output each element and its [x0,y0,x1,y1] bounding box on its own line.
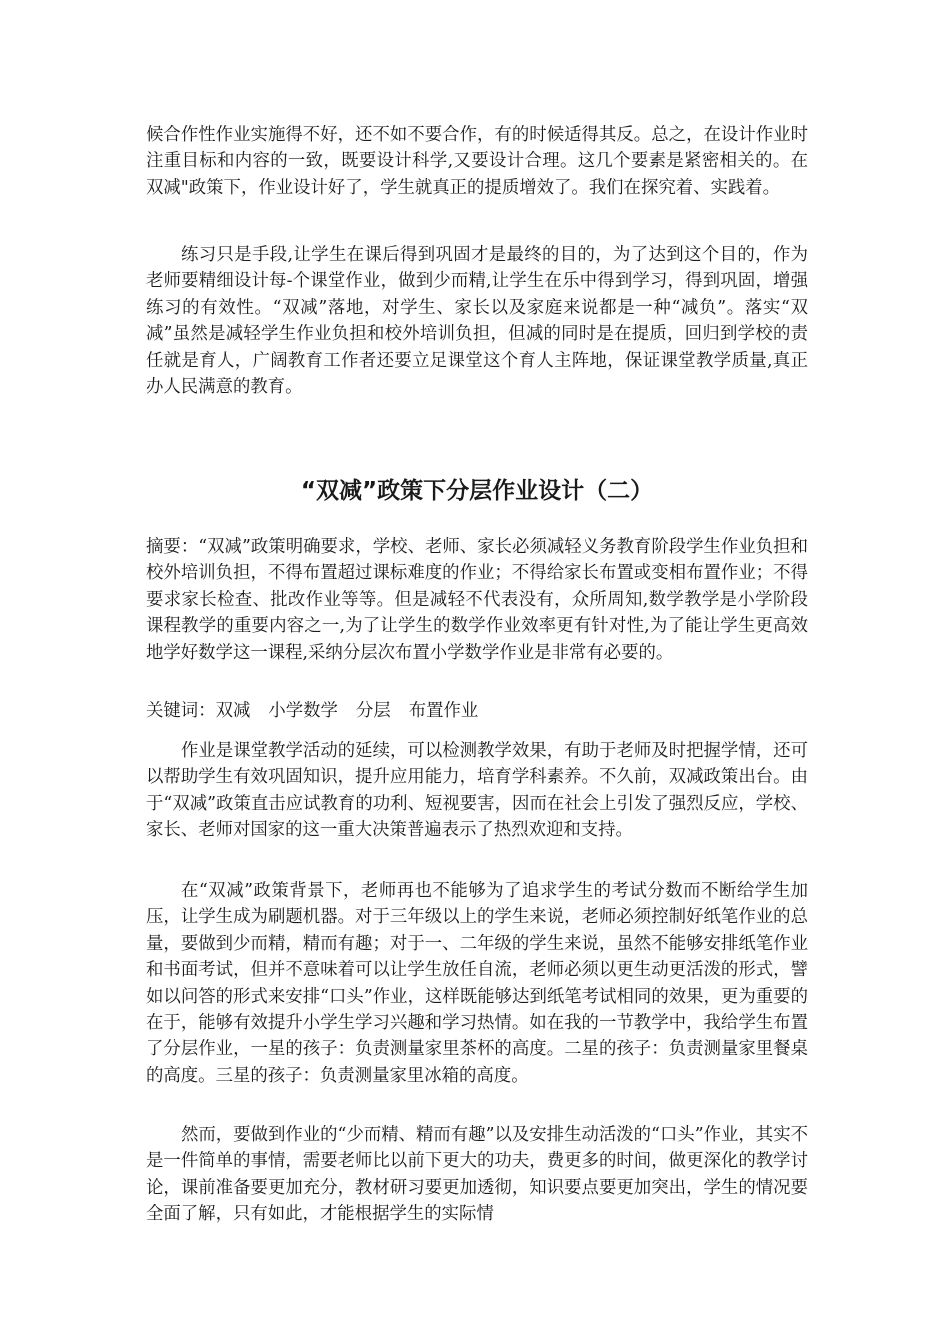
keywords-label: 关键词： [146,701,216,721]
keyword: 布置作业 [408,701,479,721]
keyword: 分层 [355,701,391,721]
keywords-line [146,698,808,724]
article-title: “双减”政策下分层作业设计（二） [300,478,654,504]
keyword: 小学数学 [268,701,338,721]
keyword: 双减 [215,701,251,721]
body-paragraph-3: 然而，要做到作业的“少而精、精而有趣”以及安排生动活泼的“口头”作业，其实不是一件简单的事情，需要老师比以前下更大的功夫，费更多的时间，做更深化的教学讨论，课前准备要更加充分，教材研习要更加透彻，知识要点要更加突出，学生的情况要全面了解，只有如此，才能根据学生的实际情 [146,1125,808,1225]
body-paragraph-2: 在“双减”政策背景下，老师再也不能够为了追求学生的考试分数而不断给学生加压，让学生成为刷题机器。对于三年级以上的学生来说，老师必须控制好纸笔作业的总量，要做到少而精，精而有趣；对于一、二年级的学生来说，虽然不能够安排纸笔作业和书面考试，但并不意味着可以让学生放任自流，老师必须以更生动更活泼的形式，譬如以问答的形式来安排“口头”作业，这样既能够达到纸笔考试相同的效果，更为重要的在于，能够有效提升小学生学习兴趣和学习热情。如在我的一节教学中，我给学生布置了分层作业，一星的孩子：负责测量家里茶杯的高度。二星的孩子：负责测量家里餐桌的高度。三星的孩子：负责测量家里冰箱的高度。 [146,881,808,1086]
body-paragraph-1: 作业是课堂教学活动的延续，可以检测教学效果，有助于老师及时把握学情，还可以帮助学生有效巩固知识，提升应用能力，培育学科素养。不久前，双减政策出台。由于“双减”政策直击应试教育的功利、短视要害，因而在社会上引发了强烈反应，学校、家长、老师对国家的这一重大决策普遍表示了热烈欢迎和支持。 [146,741,808,841]
summary-paragraph: 练习只是手段,让学生在课后得到巩固才是最终的目的，为了达到这个目的，作为老师要精细设计每-个课堂作业，做到少而精,让学生在乐中得到学习，得到巩固，增强练习的有效性。“双减”落地，对学生、家长以及家庭来说都是一种“减负”。落实“双减”虽然是减轻学生作业负担和校外培训负担，但减的同时是在提质，回归到学校的责任就是育人，广阔教育工作者还要立足课堂这个育人主阵地，保证课堂教学质量,真正办人民满意的教育。 [146,245,808,398]
continuation-paragraph: 候合作性作业实施得不好，还不如不要合作，有的时候适得其反。总之，在设计作业时注重目标和内容的一致，既要设计科学,又要设计合理。这几个要素是紧密相关的。在双减"政策下，作业设计好了，学生就真正的提质增效了。我们在探究着、实践着。 [146,125,808,198]
abstract-paragraph: 摘要：“双减”政策明确要求，学校、老师、家长必须减轻义务教育阶段学生作业负担和校外培训负担，不得布置超过课标难度的作业；不得给家长布置或变相布置作业；不得要求家长检查、批改作业等等。但是减轻不代表没有，众所周知,数学教学是小学阶段课程教学的重要内容之一,为了让学生的数学作业效率更有针对性,为了能让学生更高效地学好数学这一课程,采纳分层次布置小学数学作业是非常有必要的。 [146,537,808,663]
